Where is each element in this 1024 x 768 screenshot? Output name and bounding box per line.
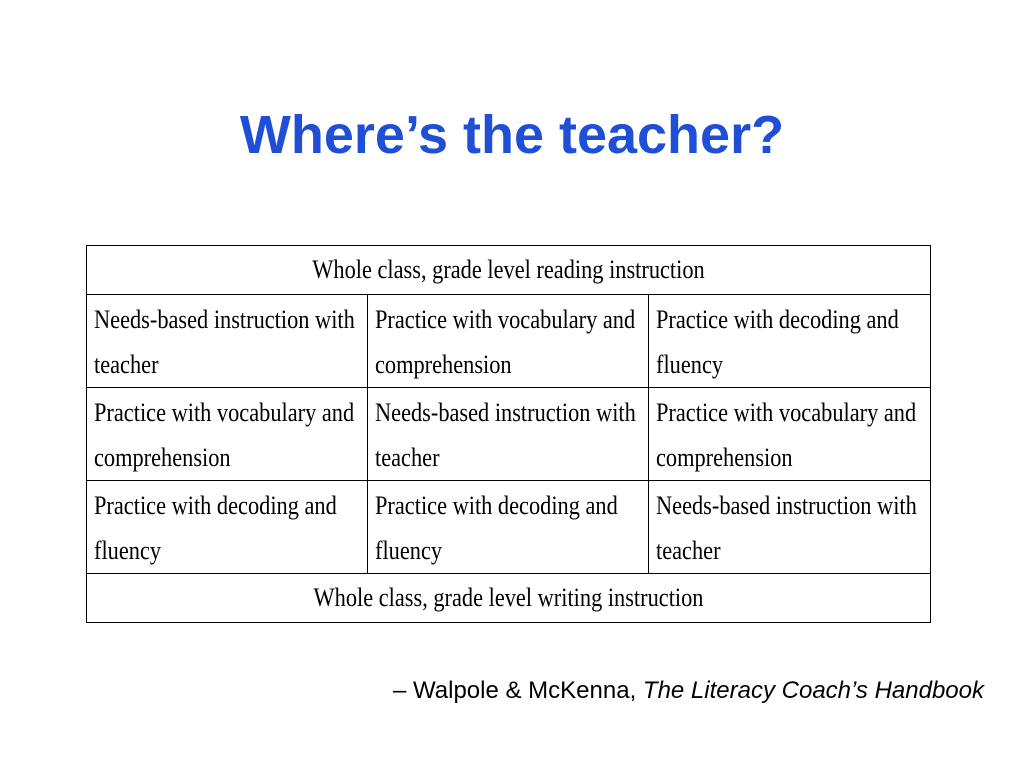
- table-cell: [87, 388, 368, 481]
- cell-text: Whole class, grade level reading instruction: [312, 255, 705, 284]
- cell-text: Practice with decoding and fluency: [656, 305, 899, 379]
- table-cell: [649, 388, 931, 481]
- table-row: [87, 246, 931, 295]
- citation-authors: – Walpole & McKenna,: [393, 677, 643, 704]
- table-row: [87, 295, 931, 388]
- cell-text: Whole class, grade level writing instruction: [313, 583, 704, 612]
- slide-title: Where’s the teacher?: [239, 105, 785, 165]
- cell-text: Practice with decoding and fluency: [375, 491, 618, 565]
- table-cell: [87, 295, 368, 388]
- cell-text: Needs-based instruction with teacher: [656, 491, 917, 565]
- cell-text: Practice with decoding and fluency: [94, 491, 337, 565]
- cell-text: Needs-based instruction with teacher: [375, 398, 636, 472]
- citation-book-title: The Literacy Coach’s Handbook: [642, 677, 984, 704]
- cell-text: Practice with vocabulary and comprehension: [94, 398, 355, 472]
- table-cell: [368, 388, 649, 481]
- instruction-schedule-table: [86, 245, 931, 623]
- table-cell: [649, 295, 931, 388]
- cell-text: Needs-based instruction with teacher: [94, 305, 355, 379]
- table-cell: [368, 295, 649, 388]
- cell-text: Practice with vocabulary and comprehension: [375, 305, 636, 379]
- table-cell: [87, 481, 368, 574]
- reading-instruction-cell: [87, 246, 931, 295]
- table-row: [87, 388, 931, 481]
- cell-text: Practice with vocabulary and comprehension: [656, 398, 917, 472]
- table-cell: [368, 481, 649, 574]
- citation: [393, 675, 984, 707]
- table-cell: [649, 481, 931, 574]
- table-row: [87, 481, 931, 574]
- writing-instruction-cell: [87, 574, 931, 623]
- table-row: [87, 574, 931, 623]
